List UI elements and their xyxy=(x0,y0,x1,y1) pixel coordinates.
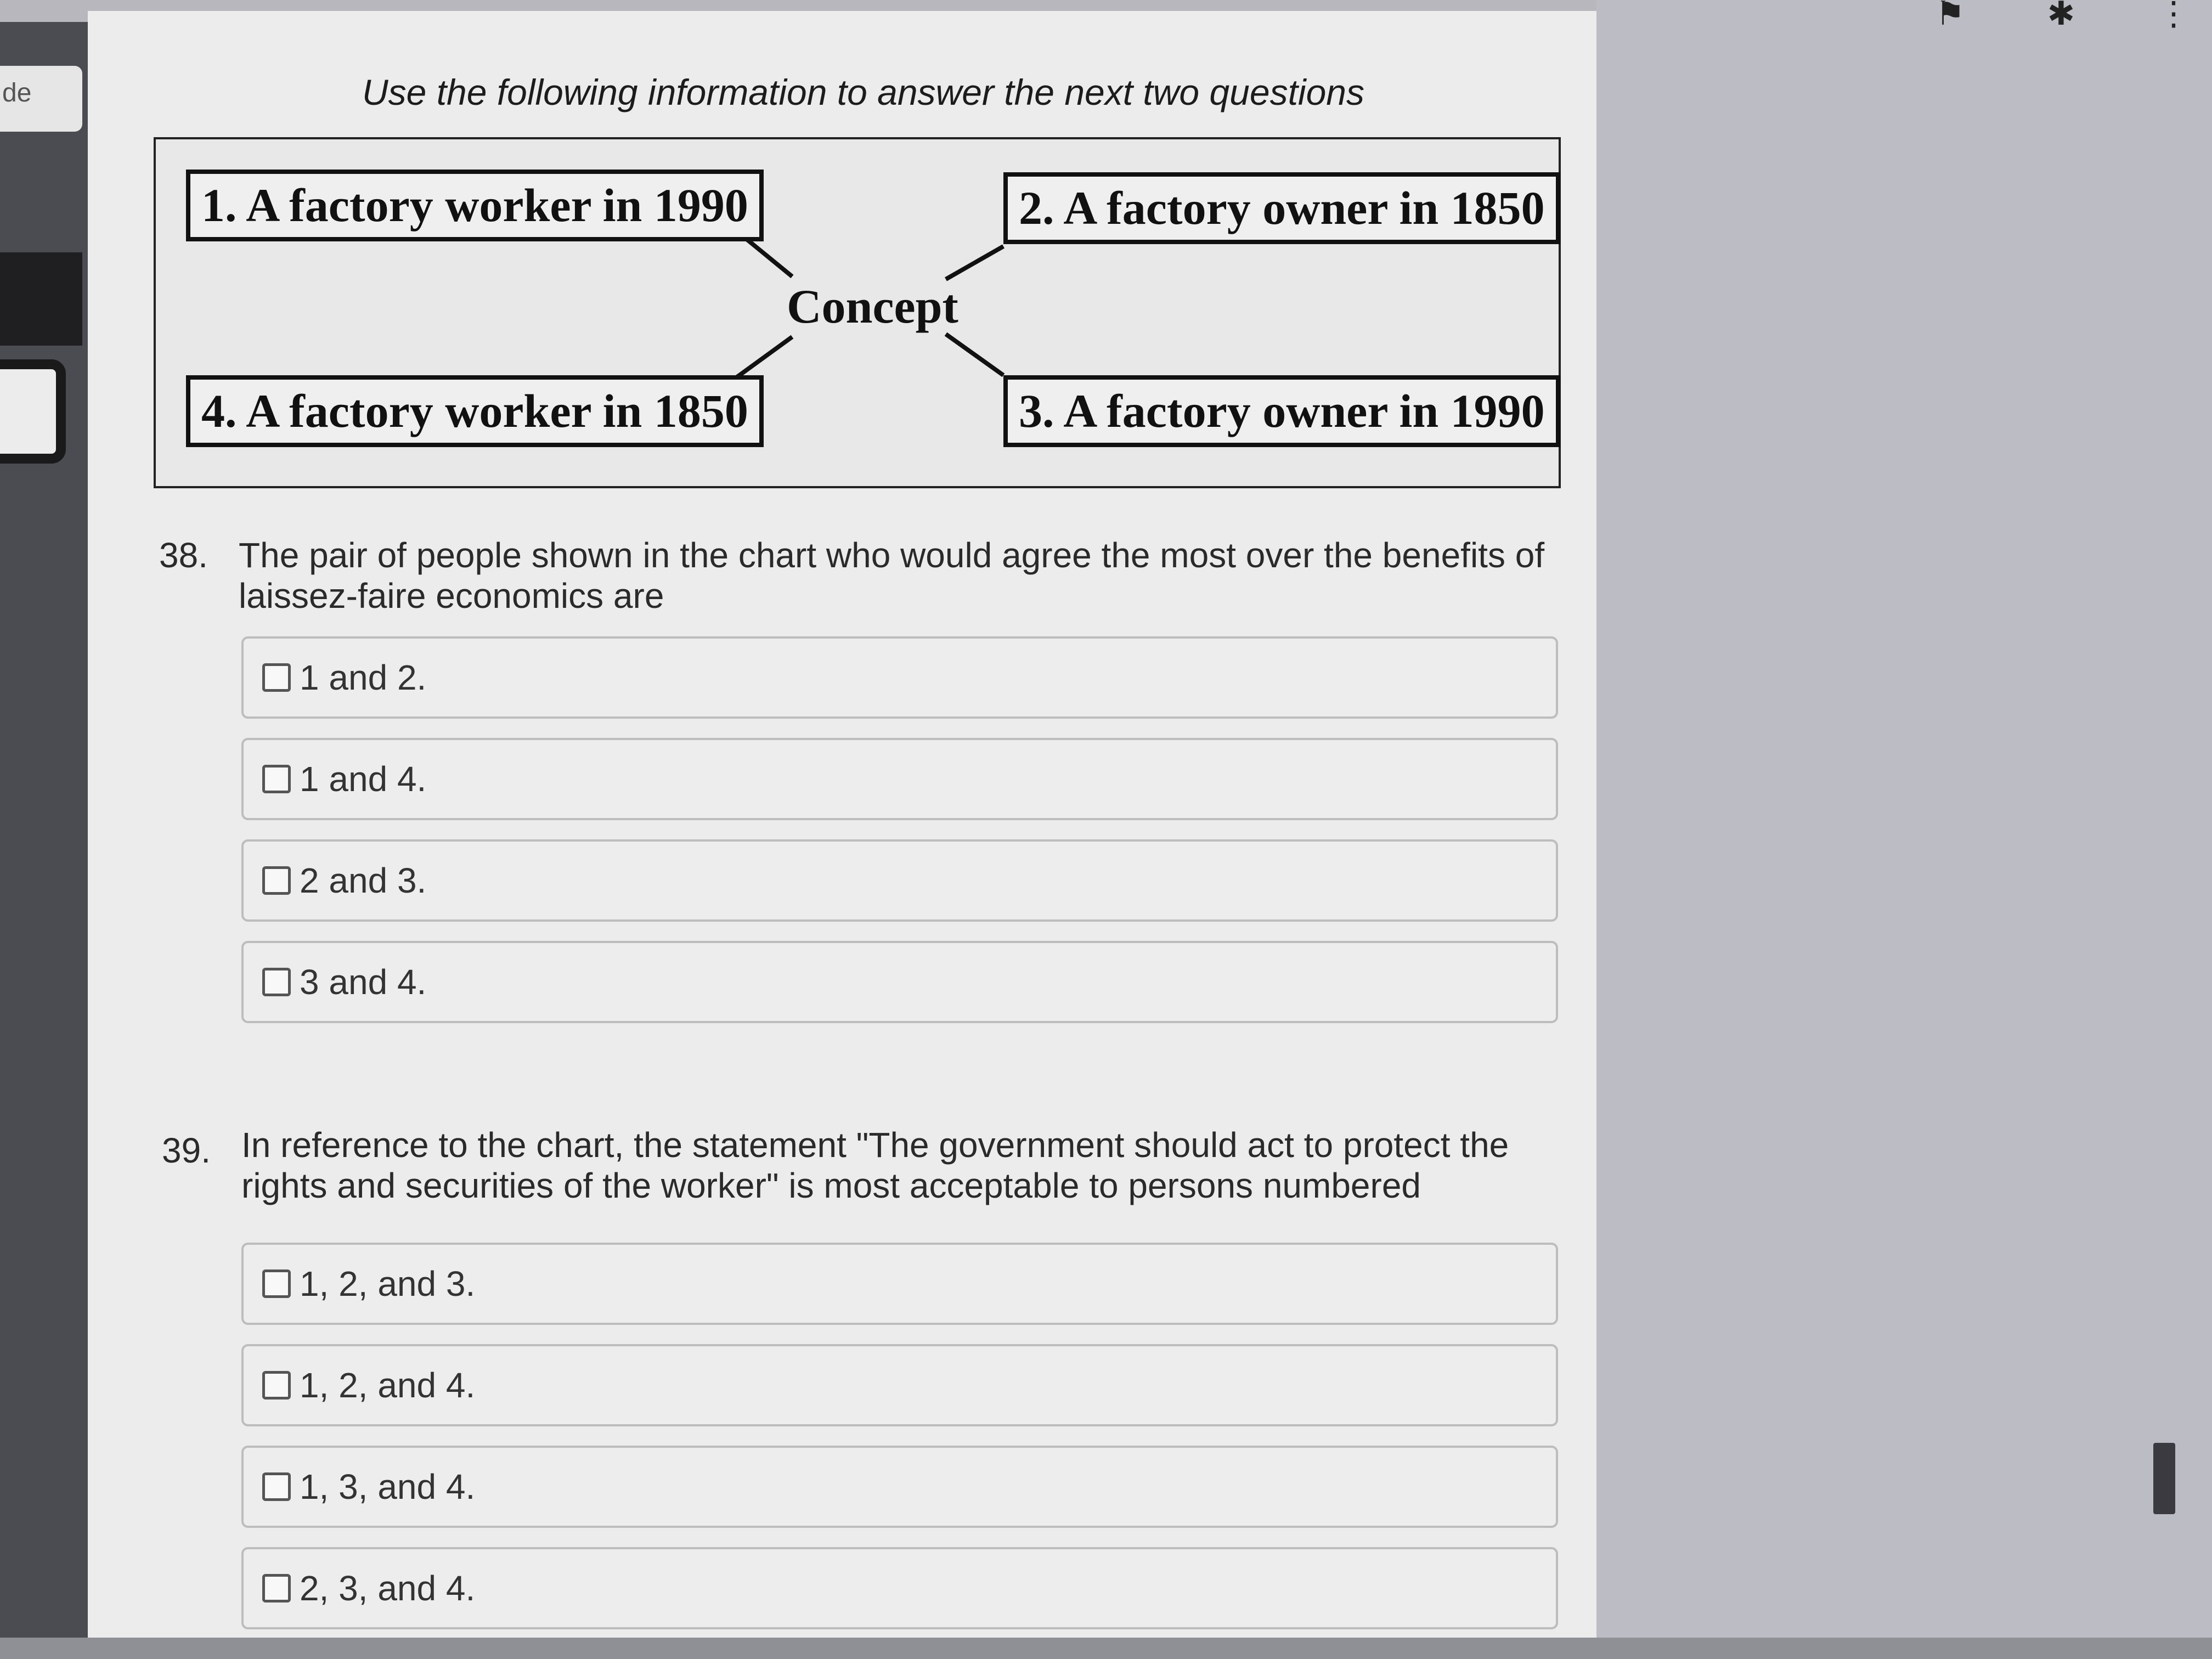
connector-line xyxy=(946,334,1003,375)
q38-option-1[interactable] xyxy=(241,636,1558,719)
option-label: 2 and 3. xyxy=(300,861,427,900)
checkbox-icon[interactable] xyxy=(262,1574,291,1602)
sidebar-tab-label: de xyxy=(2,78,32,108)
diagram-box-4: 4. A factory worker in 1850 xyxy=(186,375,764,447)
sidebar-toggle[interactable] xyxy=(0,359,66,464)
option-label: 3 and 4. xyxy=(300,962,427,1002)
checkbox-icon[interactable] xyxy=(262,1472,291,1501)
connector-line xyxy=(732,337,792,381)
checkbox-icon[interactable] xyxy=(262,866,291,895)
concept-diagram xyxy=(154,137,1561,488)
q39-option-4[interactable] xyxy=(241,1547,1558,1629)
more-vert-icon[interactable]: ⋮ xyxy=(2157,0,2190,32)
q38-option-4[interactable] xyxy=(241,941,1558,1023)
option-label: 2, 3, and 4. xyxy=(300,1568,476,1608)
checkbox-icon[interactable] xyxy=(262,765,291,793)
q38-option-3[interactable] xyxy=(241,839,1558,922)
bookmark-icon[interactable]: ⚑ xyxy=(1935,0,1965,32)
diagram-box-1: 1. A factory worker in 1990 xyxy=(186,170,764,241)
left-sidebar xyxy=(0,22,88,1659)
diagram-center-label: Concept xyxy=(787,280,958,334)
scrollbar-thumb[interactable] xyxy=(2153,1443,2175,1514)
bottom-edge xyxy=(0,1638,2212,1659)
diagram-box-2: 2. A factory owner in 1850 xyxy=(1003,172,1560,244)
question-39-text: In reference to the chart, the statement "The government should act to protect the rights and securities of the worker" is most acceptable to persons numbered xyxy=(241,1125,1509,1205)
option-label: 1, 2, and 4. xyxy=(300,1365,476,1405)
question-38-text: The pair of people shown in the chart who would agree the most over the benefits of laissez-faire economics are xyxy=(239,535,1545,616)
question-38-number: 38. xyxy=(159,535,208,575)
checkbox-icon[interactable] xyxy=(262,1371,291,1400)
extension-icon[interactable]: ✱ xyxy=(2047,0,2075,32)
question-39-number: 39. xyxy=(162,1131,211,1170)
sidebar-tab[interactable] xyxy=(0,66,82,132)
browser-background xyxy=(1596,0,2212,1659)
q39-option-2[interactable] xyxy=(241,1344,1558,1426)
checkbox-icon[interactable] xyxy=(262,1269,291,1298)
checkbox-icon[interactable] xyxy=(262,663,291,692)
option-label: 1 and 4. xyxy=(300,759,427,799)
instruction-text: Use the following information to answer the next two questions xyxy=(362,72,1364,112)
q39-option-3[interactable] xyxy=(241,1446,1558,1528)
diagram-box-3: 3. A factory owner in 1990 xyxy=(1003,375,1560,447)
sidebar-active-item[interactable] xyxy=(0,252,82,346)
q39-option-1[interactable] xyxy=(241,1243,1558,1325)
checkbox-icon[interactable] xyxy=(262,968,291,996)
q38-option-2[interactable] xyxy=(241,738,1558,820)
connector-line xyxy=(946,246,1003,279)
option-label: 1 and 2. xyxy=(300,658,427,697)
option-label: 1, 2, and 3. xyxy=(300,1264,476,1304)
browser-toolbar-icons xyxy=(1936,0,2190,33)
option-label: 1, 3, and 4. xyxy=(300,1467,476,1506)
